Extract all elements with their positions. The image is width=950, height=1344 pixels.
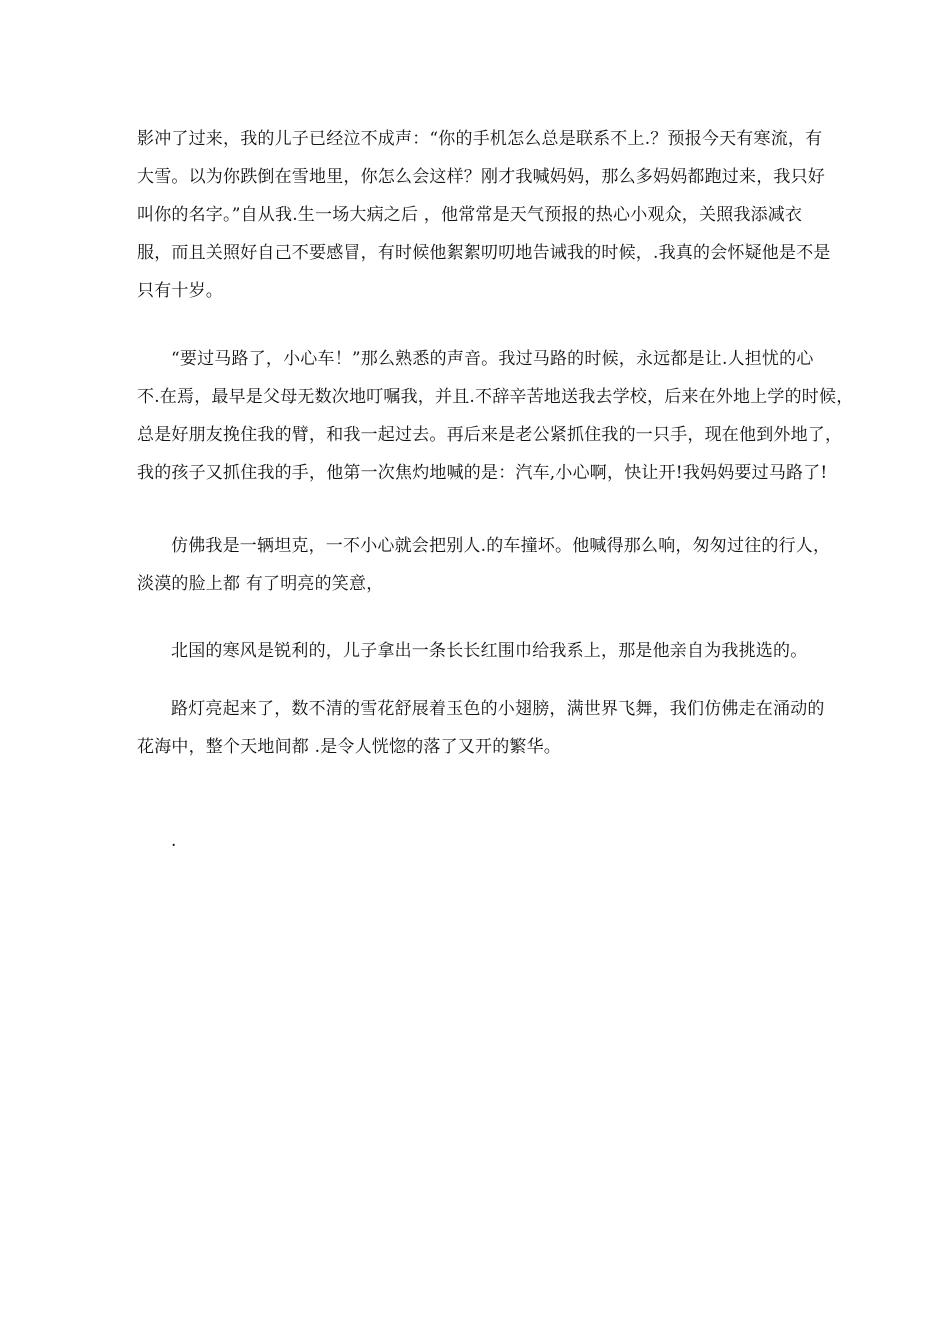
paragraph-line: 大雪。以为你跌倒在雪地里，你怎么会这样？刚才我喊妈妈，那么多妈妈都跑过来，我只好 xyxy=(137,167,825,187)
paragraph-line: 北国的寒风是锐利的，儿子拿出一条长长红围巾给我系上，那是他亲自为我挑选的。 xyxy=(171,641,808,661)
paragraph-line: 叫你的名字。”自从我.生一场大病之后 ，他常常是天气预报的热心小观众，关照我添减衣 xyxy=(137,205,803,225)
paragraph-line: 花海中，整个天地间都 .是令人恍惚的落了又开的繁华。 xyxy=(137,737,562,757)
paragraph-1 xyxy=(137,120,831,310)
paragraph-line: 仿佛我是一辆坦克，一不小心就会把别人.的车撞坏。他喊得那么响，匆匆过往的行人， xyxy=(171,536,831,556)
paragraph-line: 淡漠的脸上都 有了明亮的笑意， xyxy=(137,574,384,594)
paragraph-2 xyxy=(137,340,854,492)
paragraph-line: “要过马路了，小心车！”那么熟悉的声音。我过马路的时候，永远都是让.人担忧的心 xyxy=(171,349,814,369)
paragraph-line: 服，而且关照好自己不要感冒，有时候他絮絮叨叨地告诫我的时候，.我真的会怀疑他是不是 xyxy=(137,243,831,263)
paragraph-line: 我的孩子又抓住我的手，他第一次焦灼地喊的是：汽车,小心啊，快让开!我妈妈要过马路了! xyxy=(137,463,828,483)
trailing-mark: . xyxy=(171,831,177,851)
paragraph-line: 路灯亮起来了，数不清的雪花舒展着玉色的小翅膀，满世界飞舞，我们仿佛走在涌动的 xyxy=(171,699,825,719)
paragraph-line: 只有十岁。 xyxy=(137,281,223,301)
paragraph-3 xyxy=(137,527,831,603)
paragraph-line: 不.在焉，最早是父母无数次地叮嘱我，并且.不辞辛苦地送我去学校，后来在外地上学的时候， xyxy=(137,387,854,407)
paragraph-line: 总是好朋友挽住我的臂，和我一起过去。再后来是老公紧抓住我的一只手，现在他到外地了， xyxy=(137,425,843,445)
paragraph-4 xyxy=(137,632,817,670)
paragraph-line: 影冲了过来，我的儿子已经泣不成声：“你的手机怎么总是联系不上.？预报今天有寒流，有 xyxy=(137,129,823,149)
paragraph-5 xyxy=(137,690,825,766)
